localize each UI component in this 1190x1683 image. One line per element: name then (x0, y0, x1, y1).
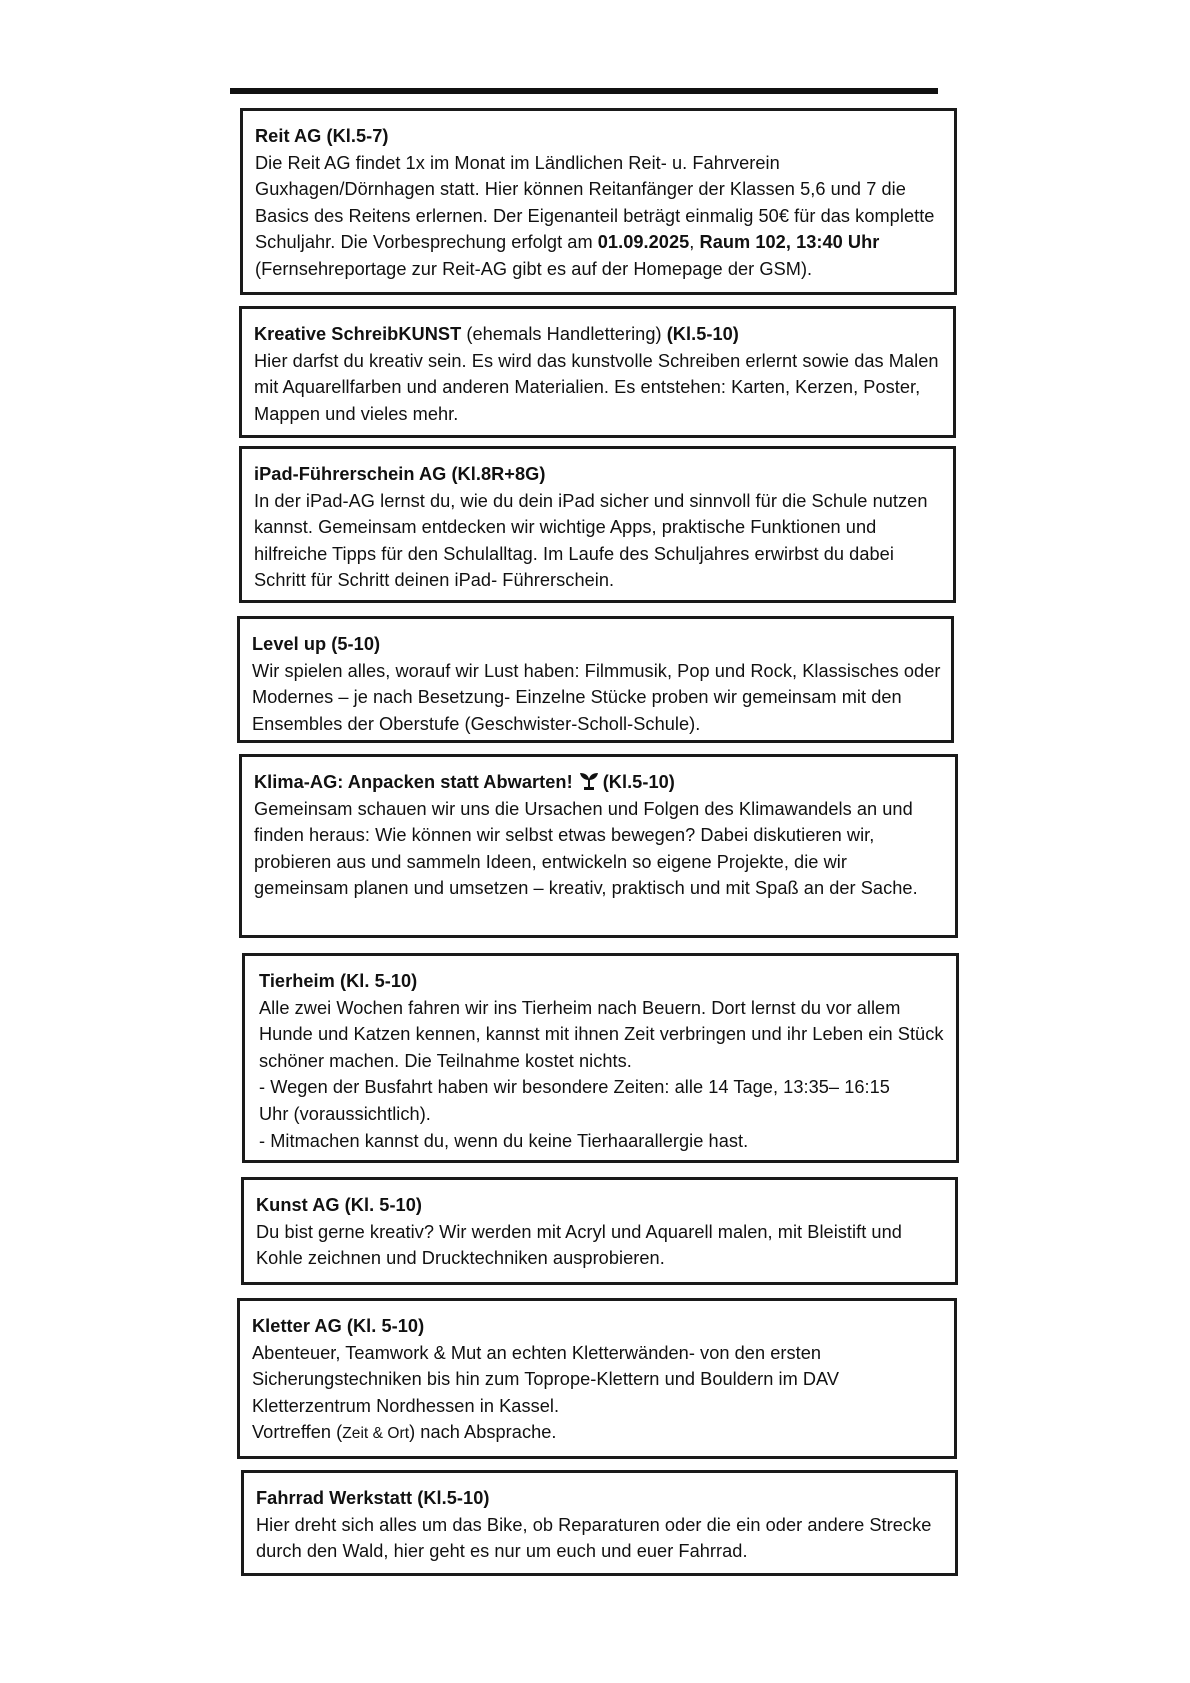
section-text: Alle zwei Wochen fahren wir ins Tierheim nach Beuern. Dort lernst du vor allem Hunde und Katzen kennen, kannst mit ihnen Zeit verbringen und ihr Leben ein Stück schöner machen. Die Teilnahme kostet nichts. (259, 997, 944, 1071)
section-fahrrad-werkstatt (241, 1470, 958, 1576)
section-title: Reit AG (Kl.5-7) (255, 126, 389, 146)
section-text: Abenteuer, Teamwork & Mut an echten Kletterwänden- von den ersten Sicherungstechniken bis hin zum Toprope-Klettern und Bouldern im DAV Kletterzentrum Nordhessen in Kassel. (252, 1342, 840, 1416)
section-text: Du bist gerne kreativ? Wir werden mit Acryl und Aquarell malen, mit Bleistift und Kohle zeichnen und Drucktechniken ausprobieren. (256, 1221, 902, 1269)
section-title: Kunst AG (Kl. 5-10) (256, 1195, 422, 1215)
section-title: Tierheim (Kl. 5-10) (259, 971, 418, 991)
meeting-note: Vortreffen (Zeit & Ort) nach Absprache. (252, 1422, 557, 1443)
section-text: Wir spielen alles, worauf wir Lust haben: Filmmusik, Pop und Rock, Klassisches oder Modernes – je nach Besetzung- Einzelne Stücke proben wir gemeinsam mit den Ensembles der Oberstufe (Geschwister-Scholl-Schule). (252, 660, 941, 734)
bullet-busfahrt: - Wegen der Busfahrt haben wir besondere Zeiten: alle 14 Tage, 13:35– 16:15 (259, 1077, 890, 1098)
meeting-time: 13:40 Uhr (796, 232, 880, 253)
seedling-icon (579, 771, 599, 791)
section-title: Level up (5-10) (252, 634, 381, 654)
meeting-date: 01.09.2025 (597, 232, 690, 253)
section-title: Fahrrad Werkstatt (Kl.5-10) (256, 1488, 490, 1508)
bullet-allergie: - Mitmachen kannst du, wenn du keine Tierhaarallergie hast. (259, 1130, 749, 1151)
section-text: Hier darfst du kreativ sein. Es wird das kunstvolle Schreiben erlernt sowie das Malen mit Aquarellfarben und anderen Materialien. Es entstehen: Karten, Kerzen, Poster, Mappen und vieles mehr. (254, 350, 939, 424)
bullet-busfahrt-cont: Uhr (voraussichtlich). (259, 1103, 431, 1124)
top-rule (230, 88, 938, 94)
section-title: Klima-AG: Anpacken statt Abwarten! (Kl.5-10) (254, 772, 675, 792)
section-level-up (237, 616, 954, 743)
section-reit-ag (240, 108, 957, 295)
section-title: Kreative SchreibKUNST (ehemals Handlettering) (Kl.5-10) (254, 324, 739, 344)
section-klima-ag (239, 754, 958, 938)
section-text: Gemeinsam schauen wir uns die Ursachen und Folgen des Klimawandels an und finden heraus: Wie können wir selbst etwas bewegen? Dabei diskutieren wir, probieren aus und sammeln Ideen, entwickeln so eigene Projekte, die wir gemeinsam planen und umsetzen – kreativ, praktisch und mit Spaß an der Sache. (254, 798, 918, 899)
section-tierheim (242, 953, 959, 1163)
section-text: In der iPad-AG lernst du, wie du dein iPad sicher und sinnvoll für die Schule nutzen kannst. Gemeinsam entdecken wir wichtige Apps, praktische Funktionen und hilfreiche Tipps für den Schulalltag. Im Laufe des Schuljahres erwirbst du dabei Schritt für Schritt deinen iPad- Führerschein. (254, 490, 928, 591)
section-kreative-schreibkunst (239, 306, 956, 438)
section-title: Kletter AG (Kl. 5-10) (252, 1316, 425, 1336)
meeting-room: Raum 102, (699, 232, 791, 253)
section-text: Die Reit AG findet 1x im Monat im Ländlichen Reit- u. Fahrverein Guxhagen/Dörnhagen statt. Hier können Reitanfänger der Klassen 5,6 und 7 die Basics des Reitens erlernen. Der Eigenanteil beträgt einmalig 50€ für das komplette Schuljahr. Die Vorbesprechung erfolgt am 01.09.2025, Raum 102, 13:40 Uhr (Fernsehreportage zur Reit-AG gibt es auf der Homepage der GSM). (255, 152, 935, 279)
section-ipad-fuehrerschein (239, 446, 956, 603)
section-kletter-ag (237, 1298, 957, 1459)
section-kunst-ag (241, 1177, 958, 1285)
section-text: Hier dreht sich alles um das Bike, ob Reparaturen oder die ein oder andere Strecke durch den Wald, hier geht es nur um euch und euer Fahrrad. (256, 1514, 932, 1562)
section-title: iPad-Führerschein AG (Kl.8R+8G) (254, 464, 546, 484)
